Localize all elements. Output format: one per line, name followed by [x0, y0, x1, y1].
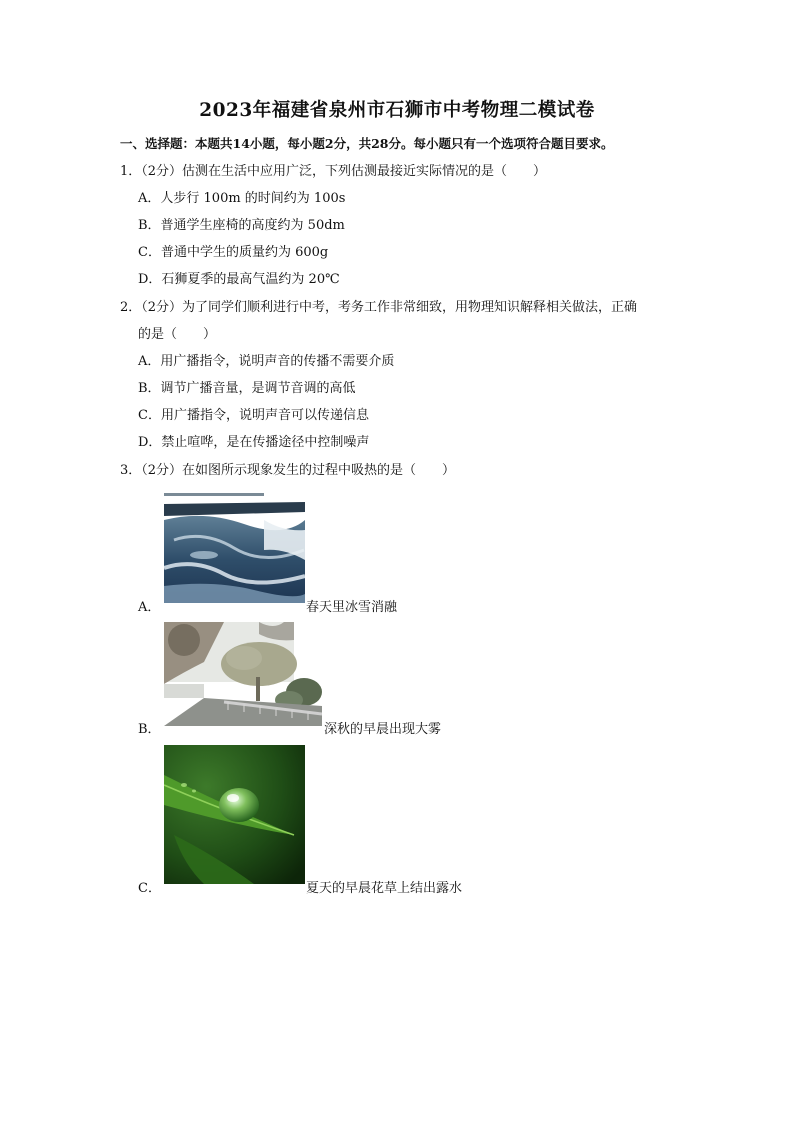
question-2-option-d: D．禁止喧哗，是在传播途径中控制噪声: [138, 435, 370, 450]
dewdrop-on-leaf-photo: [164, 745, 305, 884]
question-3-option-c-letter: C．: [138, 881, 161, 896]
melting-ice-river-photo: [164, 490, 305, 603]
question-1-option-c: C．普通中学生的质量约为 600g: [138, 245, 329, 260]
section-heading: 一、选择题：本题共14小题，每小题2分，共28分。每小题只有一个选项符合题目要求。: [120, 136, 614, 151]
question-3-option-c-caption: 夏天的早晨花草上结出露水: [306, 881, 463, 896]
foggy-trees-road-photo: [164, 622, 322, 726]
question-3-stem: 3．（2分）在如图所示现象发生的过程中吸热的是（ ）: [120, 463, 456, 478]
question-2-option-b: B．调节广播音量，是调节音调的高低: [138, 381, 356, 396]
question-1-stem: 1．（2分）估测在生活中应用广泛，下列估测最接近实际情况的是（ ）: [120, 164, 547, 179]
question-2-option-c: C．用广播指令，说明声音可以传递信息: [138, 408, 369, 423]
question-2-stem: 2．（2分）为了同学们顺利进行中考，考务工作非常细致，用物理知识解释相关做法，正确: [120, 300, 638, 315]
question-3-option-a-caption: 春天里冰雪消融: [306, 600, 398, 615]
question-3-option-b-letter: B．: [138, 722, 161, 737]
question-2-option-a: A．用广播指令，说明声音的传播不需要介质: [138, 354, 395, 369]
question-3-option-b-caption: 深秋的早晨出现大雾: [324, 722, 442, 737]
question-2-stem-continued: 的是（ ）: [138, 327, 217, 342]
question-1-option-d: D．石狮夏季的最高气温约为 20℃: [138, 272, 340, 287]
page-title: 2023年福建省泉州市石狮市中考物理二模试卷: [199, 100, 595, 121]
question-1-option-a: A．人步行 100m 的时间约为 100s: [138, 191, 346, 206]
question-3-option-a-letter: A．: [138, 600, 161, 615]
question-1-option-b: B．普通学生座椅的高度约为 50dm: [138, 218, 345, 233]
